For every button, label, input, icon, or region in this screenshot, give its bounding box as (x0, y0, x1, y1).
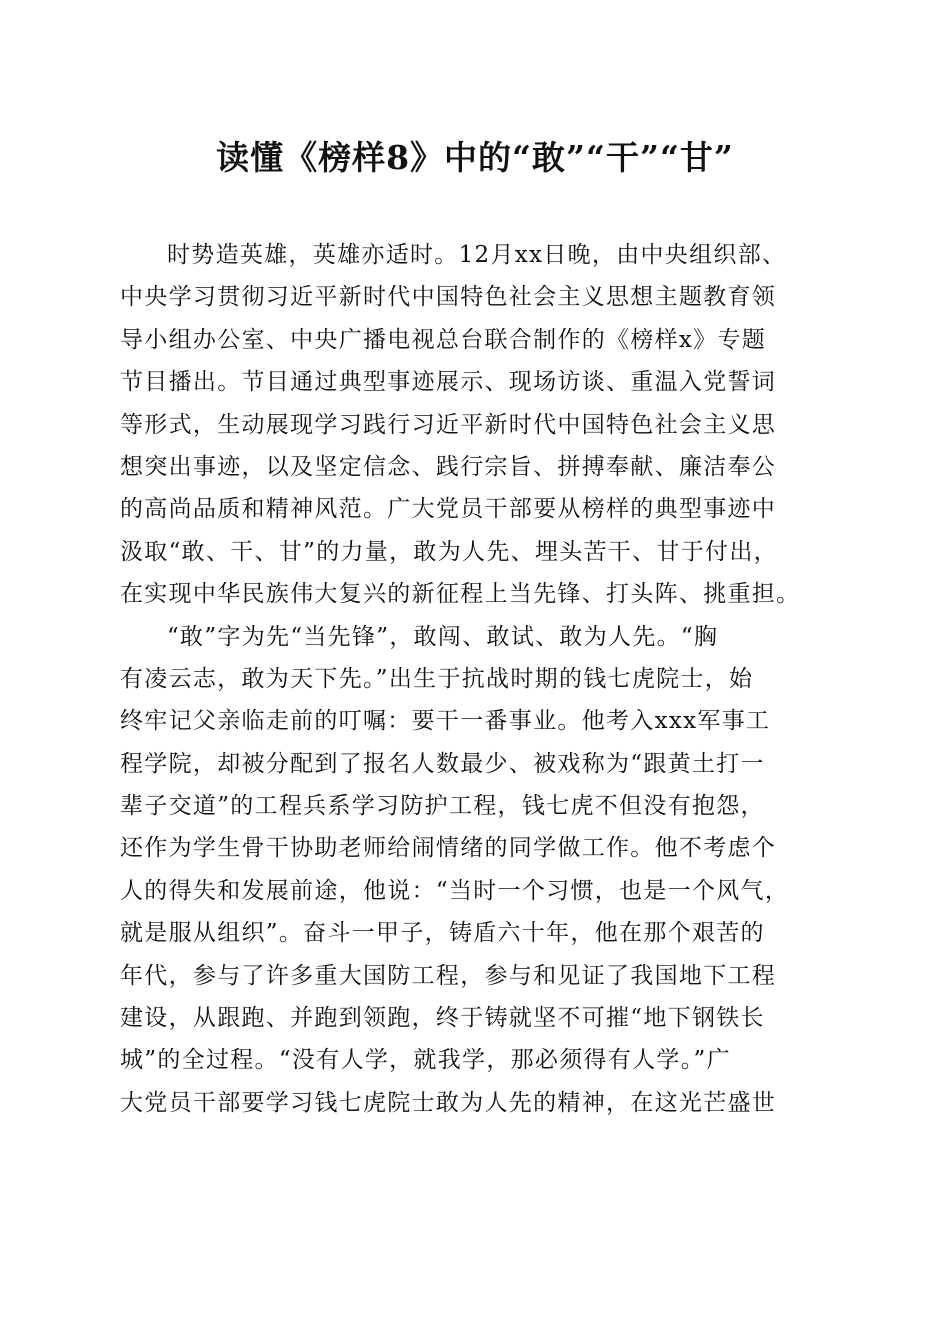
text-line: 有凌云志，敢为天下先。”出生于抗战时期的钱七虎院士，始 (120, 665, 754, 692)
text-line: 年代，参与了许多重大国防工程，参与和见证了我国地下工程 (120, 962, 777, 989)
text-line: 导小组办公室、中央广播电视总台联合制作的《榜样x》专题 (120, 326, 767, 353)
document-body (120, 234, 832, 1124)
text-line: 大党员干部要学习钱七虎院士敢为人先的精神，在这光芒盛世 (120, 1089, 777, 1116)
text-line: 中央学习贯彻习近平新时代中国特色社会主义思想主题教育领 (120, 284, 777, 311)
text-line: 就是服从组织”。奋斗一甲子，铸盾六十年，他在那个艰苦的 (120, 920, 765, 947)
text-line: 还作为学生骨干协助老师给闹情绪的同学做工作。他不考虑个 (120, 835, 777, 862)
text-line: 在实现中华民族伟大复兴的新征程上当先锋、打头阵、挑重担。 (120, 581, 801, 608)
text-line: “敢”字为先“当先锋”，敢闯、敢试、敢为人先。“胸 (167, 623, 719, 650)
text-line: 汲取“敢、干、甘”的力量，敢为人先、埋头苦干、甘于付出， (120, 538, 778, 565)
text-line: 城”的全过程。“没有人学，就我学，那必须得有人学。”广 (120, 1047, 731, 1074)
text-line: 时势造英雄，英雄亦适时。12月xx日晚，由中央组织部、 (167, 242, 787, 268)
text-line: 想突出事迹，以及坚定信念、践行宗旨、拼搏奉献、廉洁奉公 (120, 453, 777, 480)
document-title: 读懂《榜样8》中的“敢”“干”“甘” (216, 138, 734, 177)
text-line: 程学院，却被分配到了报名人数最少、被戏称为“跟黄土打一 (120, 750, 765, 777)
paragraph-gan-first (120, 616, 832, 1125)
text-line: 人的得失和发展前途，他说：“当时一个习惯，也是一个风气， (120, 877, 790, 904)
text-line: 的高尚品质和精神风范。广大党员干部要从榜样的典型事迹中 (120, 496, 777, 523)
paragraph-intro (120, 234, 832, 616)
text-line: 终牢记父亲临走前的叮嘱：要干一番事业。他考入xxx军事工 (120, 708, 771, 735)
text-line: 节目播出。节目通过典型事迹展示、现场访谈、重温入党誓词 (120, 369, 777, 396)
text-line: 建设，从跟跑、并跑到领跑，终于铸就坚不可摧“地下钢铁长 (120, 1005, 765, 1032)
text-line: 等形式，生动展现学习践行习近平新时代中国特色社会主义思 (120, 411, 777, 438)
text-line: 辈子交道”的工程兵系学习防护工程，钱七虎不但没有抱怨， (120, 793, 765, 820)
